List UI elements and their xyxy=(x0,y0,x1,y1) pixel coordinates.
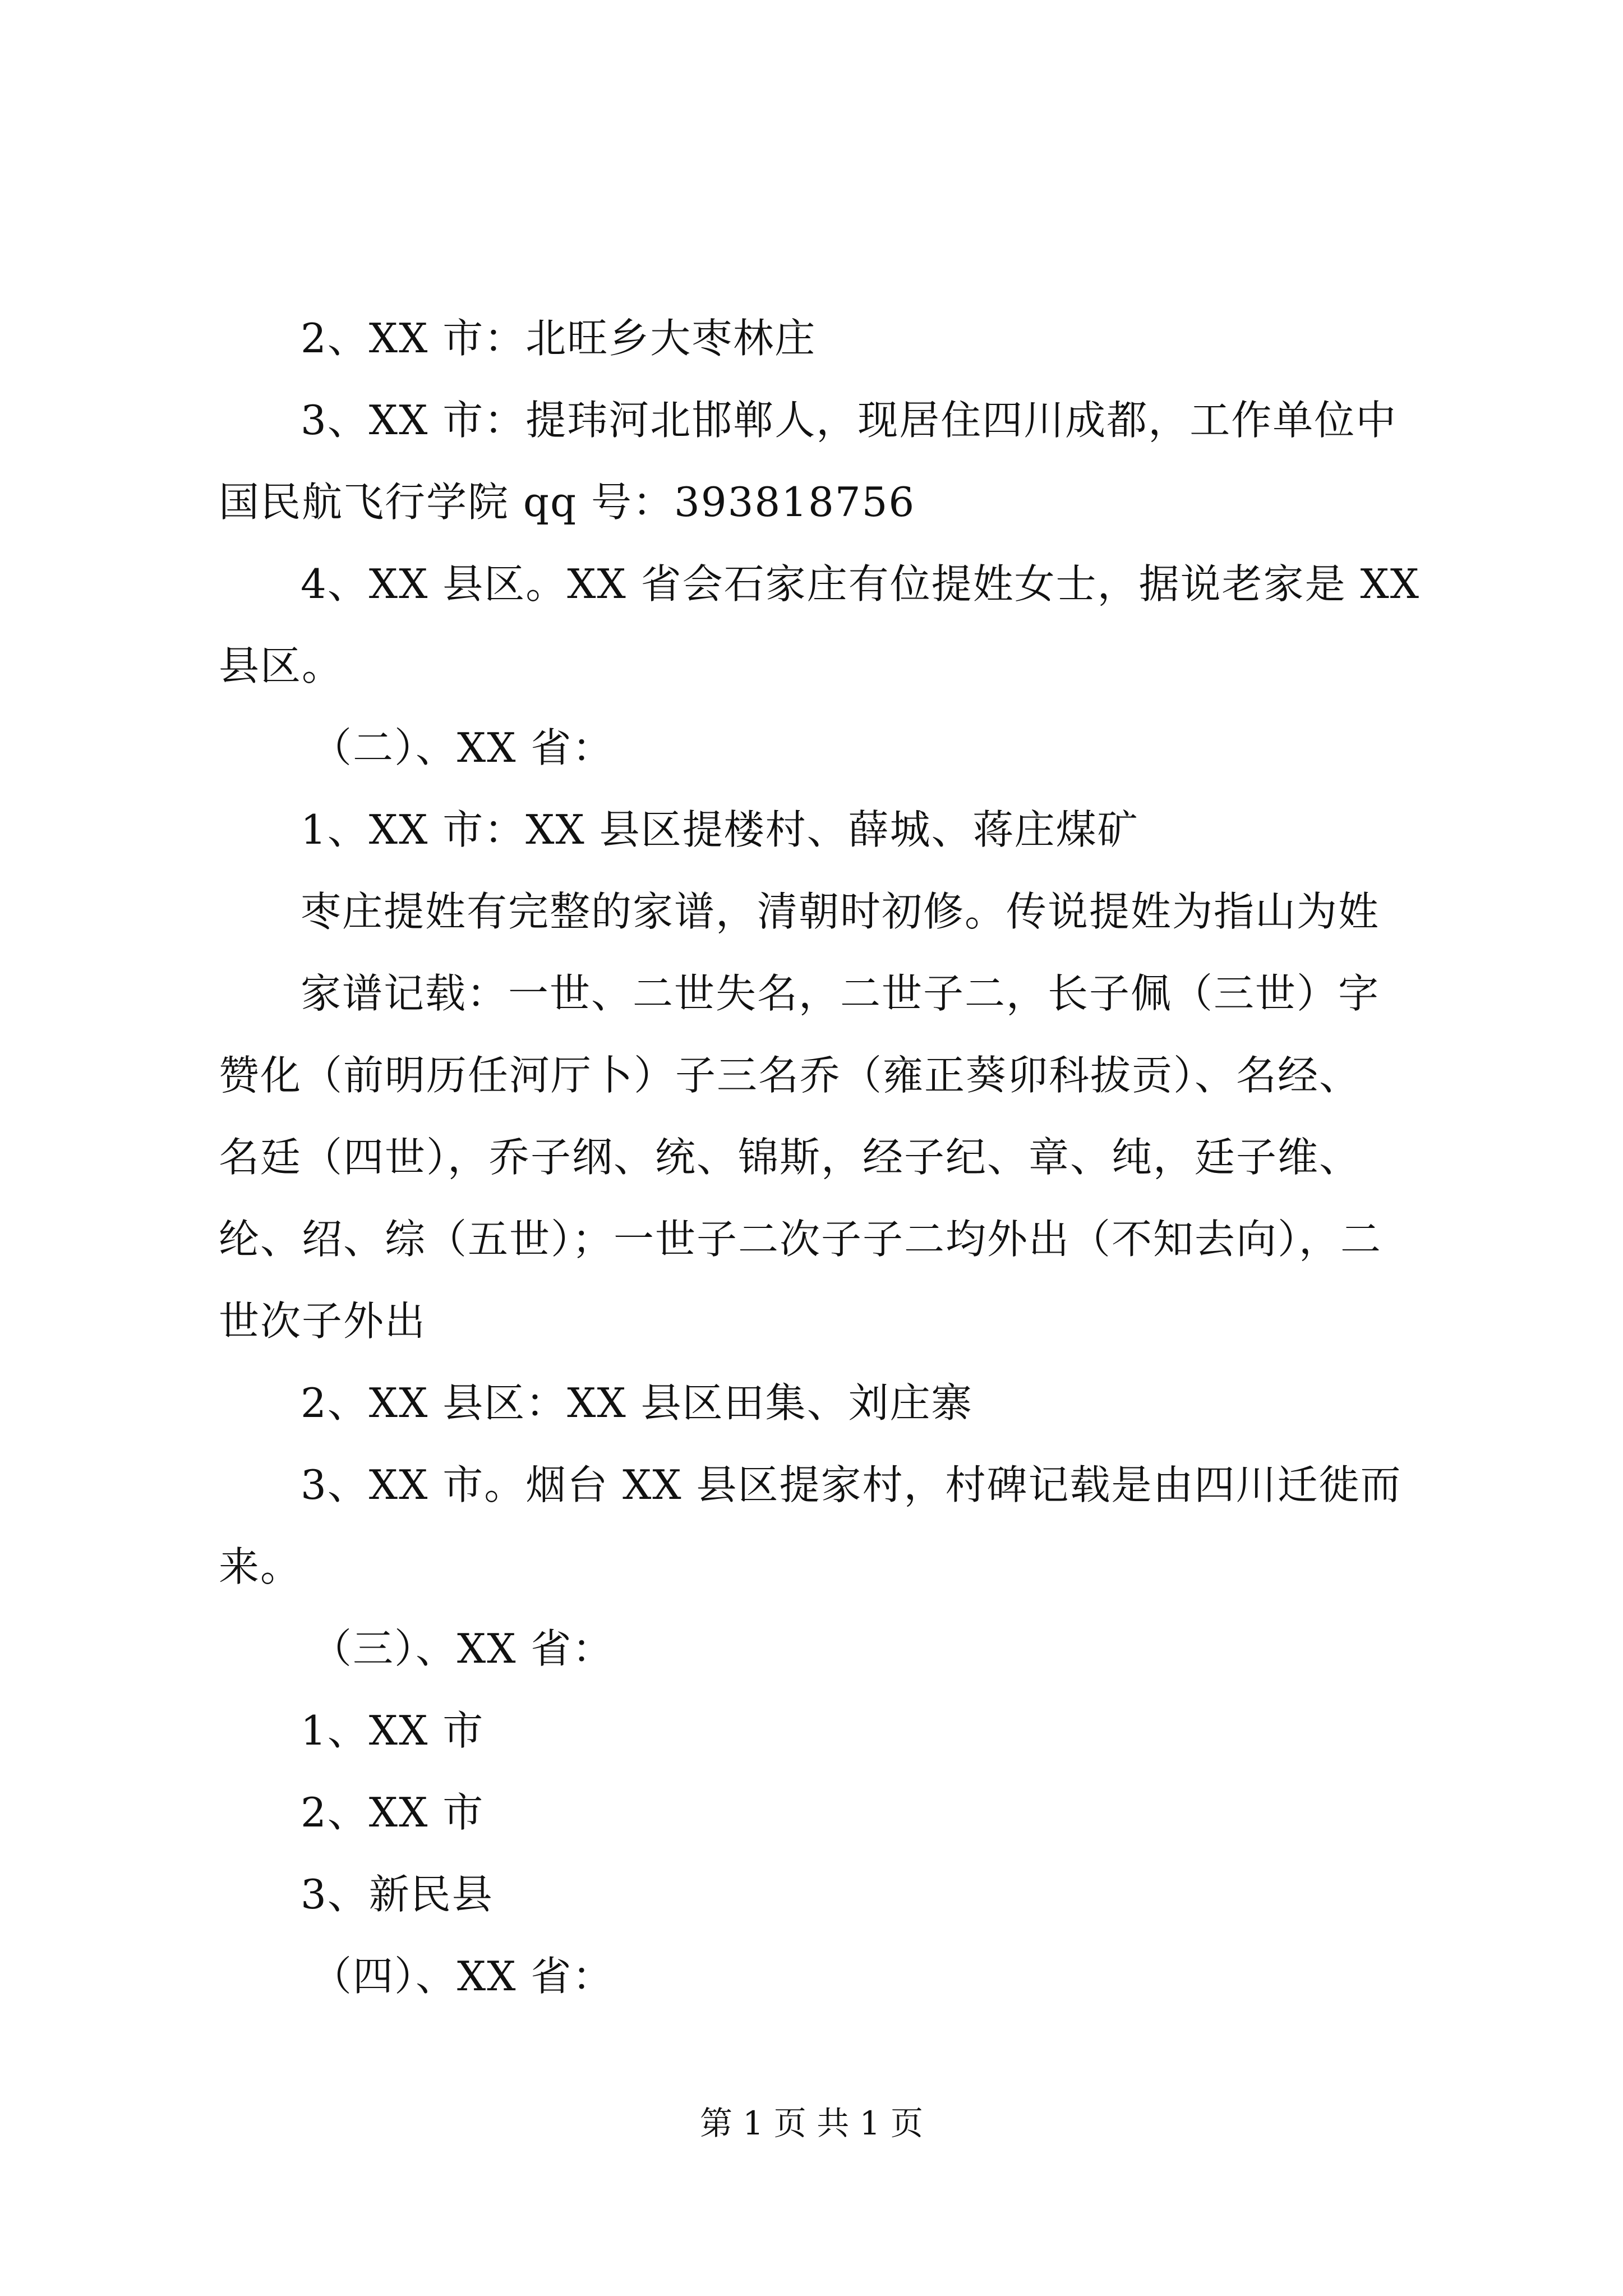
body-line: 纶、绍、综（五世）；一世子二次子子二均外出（不知去向），二 xyxy=(219,1216,1382,1263)
body-line: 4、XX 县区。XX 省会石家庄有位提姓女士，据说老家是 XX xyxy=(301,560,1421,608)
body-line: 2、XX 市 xyxy=(301,1789,485,1836)
body-line: 枣庄提姓有完整的家谱，清朝时初修。传说提姓为指山为姓 xyxy=(301,888,1380,935)
body-line: 名廷（四世），乔子纲、统、锦斯，经子纪、章、纯，廷子维、 xyxy=(219,1134,1361,1181)
body-line: 来。 xyxy=(219,1543,302,1590)
section-heading: （四）、XX 省： xyxy=(311,1953,614,2000)
document-body xyxy=(219,297,1430,2017)
body-line: 赞化（前明历任河厅卜）子三名乔（雍正葵卯科拔贡）、名经、 xyxy=(219,1052,1361,1099)
body-line: 家谱记载：一世、二世失名，二世子二，长子佩（三世）字 xyxy=(301,970,1380,1017)
body-line: 2、XX 县区：XX 县区田集、刘庄寨 xyxy=(301,1379,973,1427)
body-line: 1、XX 市：XX 县区提楼村、薛城、蒋庄煤矿 xyxy=(301,806,1139,853)
body-line: 世次子外出 xyxy=(219,1297,427,1345)
page-number-footer: 第 1 页 共 1 页 xyxy=(700,2104,923,2142)
body-line: 3、XX 市：提玮河北邯郸人，现居住四川成都，工作单位中 xyxy=(301,397,1398,444)
body-line: 2、XX 市：北旺乡大枣林庄 xyxy=(301,315,817,362)
body-line: 3、XX 市。烟台 XX 县区提家村，村碑记载是由四川迁徙而 xyxy=(301,1461,1402,1508)
section-heading: （三）、XX 省： xyxy=(311,1625,614,1672)
body-line: 国民航飞行学院 qq 号：393818756 xyxy=(219,478,916,526)
body-line: 1、XX 市 xyxy=(301,1707,485,1754)
body-line: 县区。 xyxy=(219,642,344,689)
section-heading: （二）、XX 省： xyxy=(311,724,614,771)
body-line: 3、新民县 xyxy=(301,1871,494,1918)
